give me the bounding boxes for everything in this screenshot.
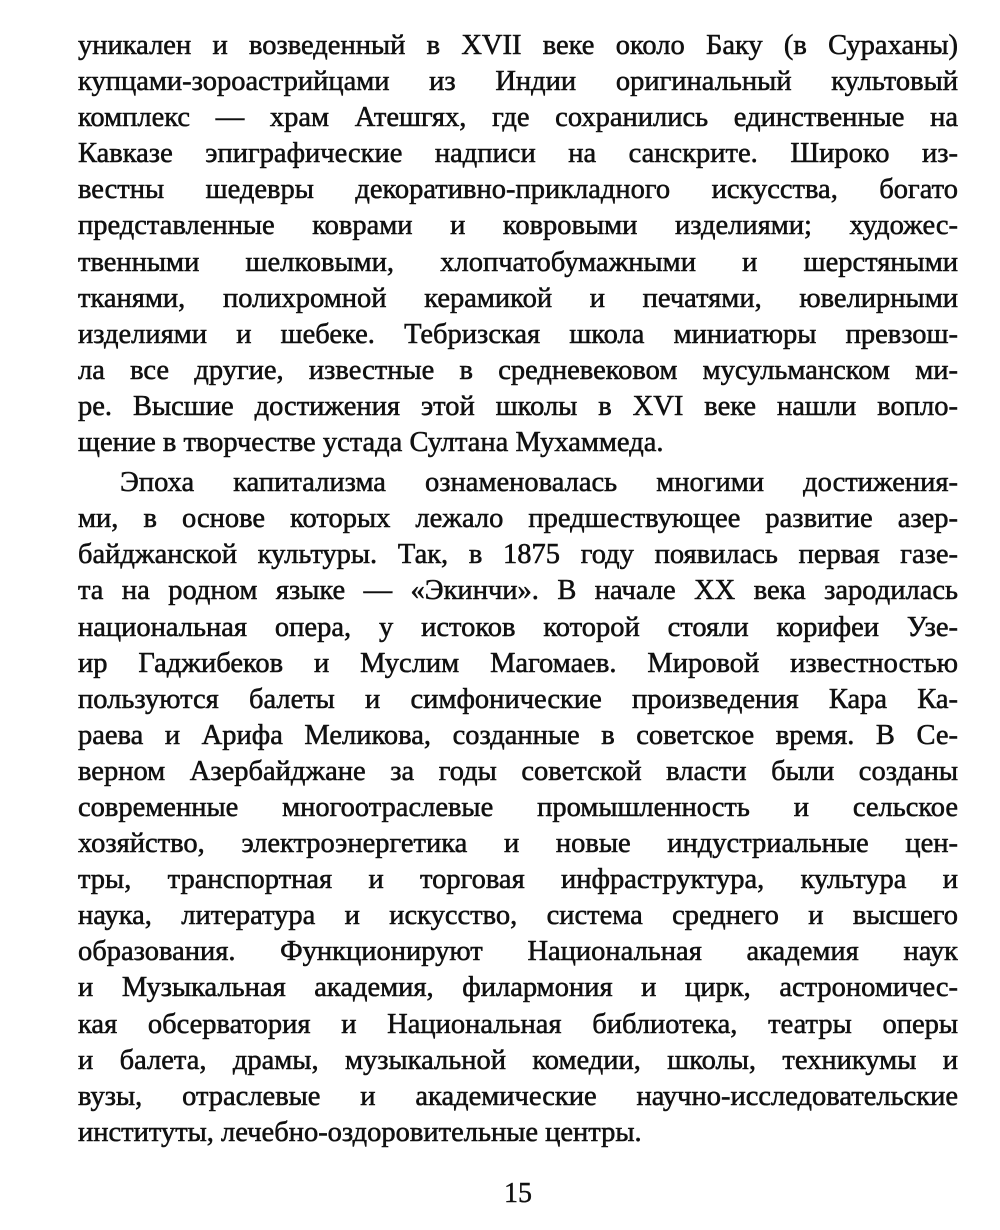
text-line: Эпоха капитализма ознаменовалась многими достижения-: [120, 467, 958, 499]
text-line: байджанской культуры. Так, в 1875 году появилась первая газе-: [78, 539, 958, 571]
text-line: раева и Арифа Меликова, созданные в советское время. В Се-: [78, 719, 958, 751]
paragraph-1: [78, 28, 958, 461]
text-line: национальная опера, у истоков которой стояли корифеи Узе-: [78, 611, 958, 643]
page-number: 15: [504, 1178, 532, 1209]
text-line: представленные коврами и ковровыми изделиями; художес-: [78, 210, 958, 242]
text-line: изделиями и шебеке. Тебризская школа миниатюры превзош-: [78, 318, 958, 350]
text-line: ла все другие, известные в средневековом мусульманском ми-: [78, 354, 958, 386]
text-line: верном Азербайджане за годы советской власти были созданы: [78, 755, 958, 787]
text-line: твенными шелковыми, хлопчатобумажными и шерстяными: [78, 246, 958, 278]
paragraph-2: [78, 465, 958, 1151]
text-line: пользуются балеты и симфонические произведения Кара Ка-: [78, 683, 958, 715]
text-line: институты, лечебно-оздоровительные центры.: [78, 1116, 642, 1148]
text-line: ир Гаджибеков и Муслим Магомаев. Мировой известностью: [78, 647, 958, 679]
text-line: тры, транспортная и торговая инфраструктура, культура и: [78, 864, 958, 896]
text-line: современные многоотраслевые промышленность и сельское: [78, 791, 958, 823]
text-line: тканями, полихромной керамикой и печатями, ювелирными: [78, 282, 958, 314]
text-line: хозяйство, электроэнергетика и новые индустриальные цен-: [78, 828, 958, 860]
text-line: и Музыкальная академия, филармония и цирк, астрономичес-: [78, 972, 958, 1004]
text-line: вестны шедевры декоративно-прикладного искусства, богато: [78, 174, 958, 206]
text-line: вузы, отраслевые и академические научно-исследовательские: [78, 1080, 958, 1112]
text-line: купцами-зороастрийцами из Индии оригинальный культовый: [78, 66, 958, 98]
text-line: ми, в основе которых лежало предшествующее развитие азер-: [78, 503, 958, 535]
text-line: Кавказе эпиграфические надписи на санскрите. Широко из-: [78, 138, 958, 170]
text-line: комплекс — храм Атешгях, где сохранились единственные на: [78, 102, 958, 134]
text-line: уникален и возведенный в XVII веке около Баку (в Сураханы): [78, 30, 958, 61]
text-line: кая обсерватория и Национальная библиотека, театры оперы: [78, 1008, 958, 1040]
text-line: щение в творчестве устада Султана Мухаммеда.: [78, 427, 664, 459]
text-line: образования. Функционируют Национальная академия наук: [78, 936, 958, 968]
text-line: и балета, драмы, музыкальной комедии, школы, техникумы и: [78, 1044, 958, 1076]
text-line: та на родном языке — «Экинчи». В начале XX века зародилась: [78, 575, 958, 607]
text-line: наука, литература и искусство, система среднего и высшего: [78, 900, 958, 932]
book-page: [78, 28, 958, 1213]
text-line: ре. Высшие достижения этой школы в XVI веке нашли вопло-: [78, 390, 958, 422]
